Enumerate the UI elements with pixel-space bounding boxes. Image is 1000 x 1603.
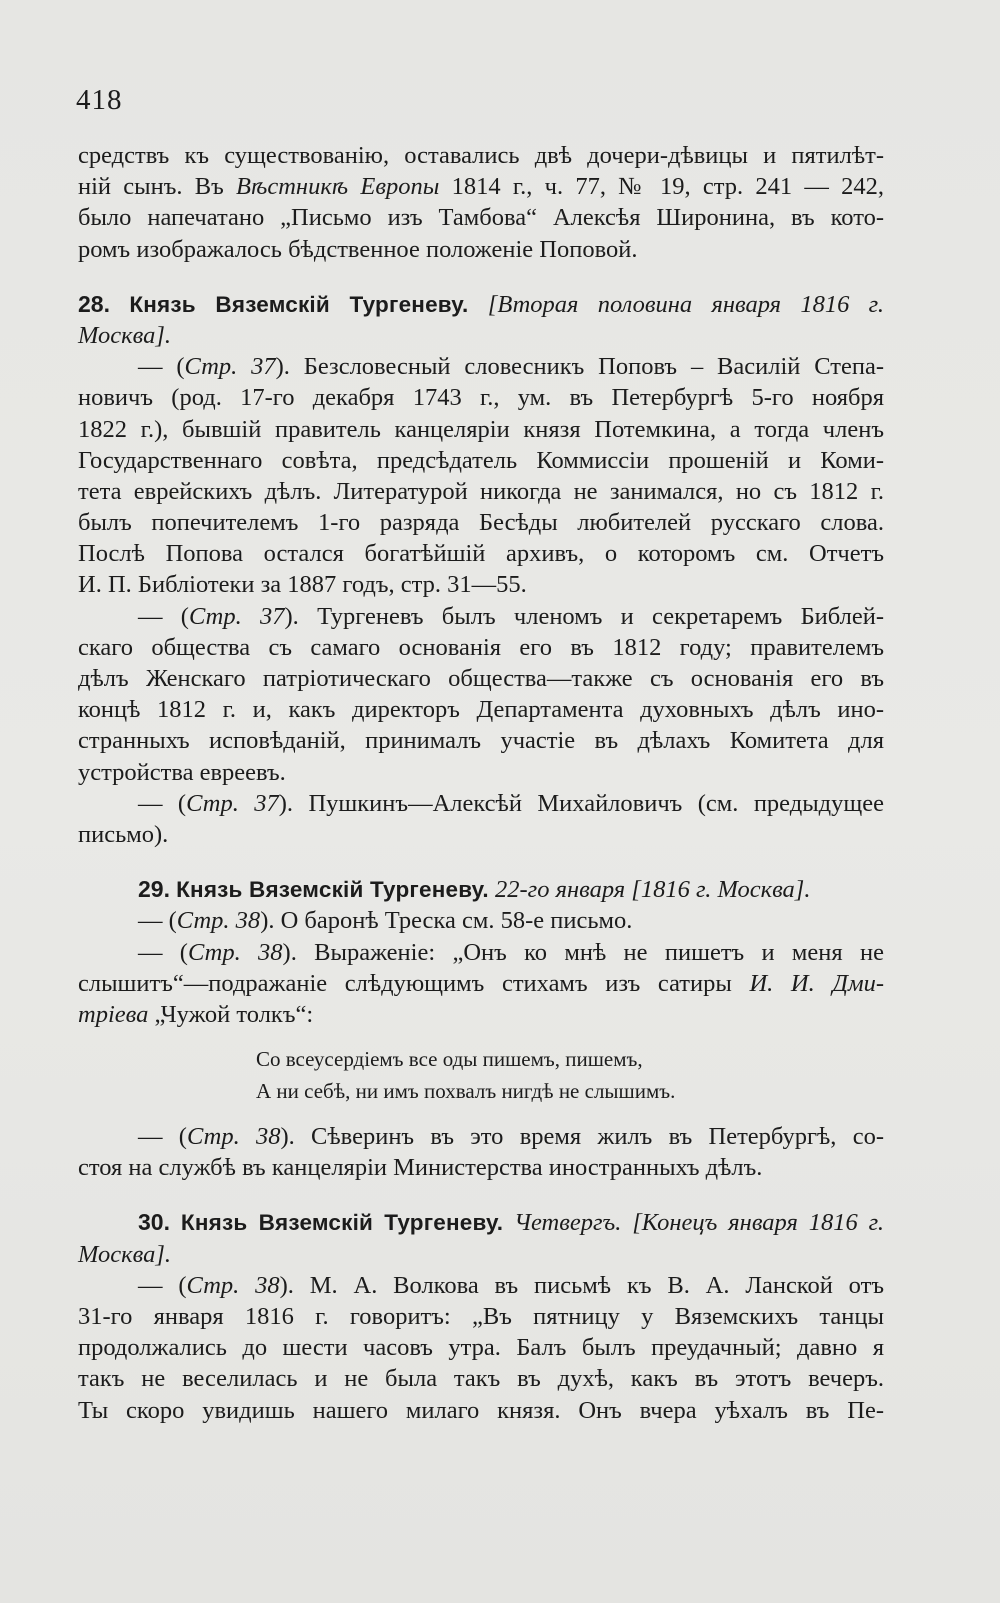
note-line: 31-го января 1816 г. говоритъ: „Въ пятницу у Вяземскихъ танцы xyxy=(78,1303,884,1330)
note-line: тета еврейскихъ дѣлъ. Литературой никогда не занимался, но съ 1812 г. xyxy=(78,477,884,505)
page-text xyxy=(78,140,884,1426)
text-line: ній сынъ. Въ Вѣстникѣ Европы 1814 г., ч. 77, № 19, стр. 241 — 242, xyxy=(78,173,884,201)
text-line: было напечатано „Письмо изъ Тамбова“ Алексѣя Широнина, въ кото- xyxy=(78,204,884,232)
note-line: продолжались до шести часовъ утра. Балъ былъ преудачный; давно я xyxy=(78,1334,884,1362)
note-line: Государственнаго совѣта, предсѣдатель Коммиссіи прошеній и Коми- xyxy=(78,446,884,474)
note-line: — (Стр. 37). Безсловесный словесникъ Поповъ – Василій Степа- xyxy=(138,353,884,381)
note-line: слышитъ“—подражаніе слѣдующимъ стихамъ изъ сатиры И. И. Дми- xyxy=(78,969,884,997)
note-line: стоя на службѣ въ канцеляріи Министерства иностранныхъ дѣлъ. xyxy=(78,1154,763,1182)
note-line: былъ попечителемъ 1-го разряда Бесѣды любителей русскаго слова. xyxy=(78,509,884,537)
note-line: новичъ (род. 17-го декабря 1743 г., ум. въ Петербургѣ 5-го ноября xyxy=(78,384,884,412)
note-line: — (Стр. 38). Выраженіе: „Онъ ко мнѣ не пишетъ и меня не xyxy=(138,938,884,966)
text-line: ромъ изображалось бѣдственное положеніе Поповой. xyxy=(78,235,638,263)
note-line: — (Стр. 38). О баронѣ Треска см. 58-е письмо. xyxy=(138,907,633,935)
letter-date: Москва]. xyxy=(78,1240,172,1268)
note-line: Ты скоро увидишь нашего милаго князя. Онъ вчера уѣхалъ въ Пе- xyxy=(78,1396,884,1424)
author-name: И. И. Дми- xyxy=(749,969,884,997)
note-line: 1822 г.), бывшій правитель канцеляріи князя Потемкина, а тогда членъ xyxy=(78,415,884,443)
letter-heading-29: 29. Князь Вяземскій Тургеневу. 22-го января [1816 г. Москва]. xyxy=(138,876,811,904)
note-line: И. П. Библіотеки за 1887 годъ, стр. 31—55. xyxy=(78,571,527,599)
letter-heading-30: 30. Князь Вяземскій Тургеневу. Четвергъ. [Конецъ января 1816 г. xyxy=(138,1209,885,1237)
note-line: — (Стр. 38). М. А. Волкова въ письмѣ къ В. А. Ланской отъ xyxy=(138,1271,884,1299)
note-line: странныхъ исповѣданій, принималъ участіе въ дѣлахъ Комитета для xyxy=(78,727,884,755)
note-line: Послѣ Попова остался богатѣйшій архивъ, о которомъ см. Отчетъ xyxy=(78,540,884,568)
note-line: дѣлъ Женскаго патріотическаго общества—также съ основанія его въ xyxy=(78,665,884,692)
verse-quote xyxy=(78,1044,884,1107)
note-line: — (Стр. 38). Сѣверинъ въ это время жилъ въ Петербургѣ, со- xyxy=(138,1123,884,1151)
verse-line: А ни себѣ, ни имъ похвалъ нигдѣ не слышимъ. xyxy=(256,1078,676,1103)
letter-heading-28: 28. Князь Вяземскій Тургеневу. [Вторая половина января 1816 г. xyxy=(78,290,885,318)
note-line: скаго общества съ самаго основанія его въ 1812 году; правителемъ xyxy=(78,633,884,661)
note-line: — (Стр. 37). Тургеневъ былъ членомъ и секретаремъ Библей- xyxy=(138,602,884,630)
note-line: концѣ 1812 г. и, какъ директоръ Департамента духовныхъ дѣлъ ино- xyxy=(78,696,884,724)
letter-date: Москва]. xyxy=(78,321,172,349)
note-line: письмо). xyxy=(78,820,169,848)
note-line: устройства евреевъ. xyxy=(78,758,286,786)
note-line: такъ не веселилась и не была такъ въ духѣ, какъ въ этотъ вечеръ. xyxy=(78,1365,884,1393)
note-line: — (Стр. 37). Пушкинъ—Алексѣй Михайловичъ (см. предыдущее xyxy=(138,789,884,817)
journal-title: Вѣстникѣ Европы xyxy=(236,173,440,201)
verse-line: Со всеусердіемъ все оды пишемъ, пишемъ, xyxy=(256,1047,643,1072)
page-number: 418 xyxy=(76,84,123,116)
note-line: тріева „Чужой толкъ“: xyxy=(78,1000,314,1028)
text-line: средствъ къ существованію, оставались двѣ дочери-дѣвицы и пятилѣт- xyxy=(78,142,884,169)
